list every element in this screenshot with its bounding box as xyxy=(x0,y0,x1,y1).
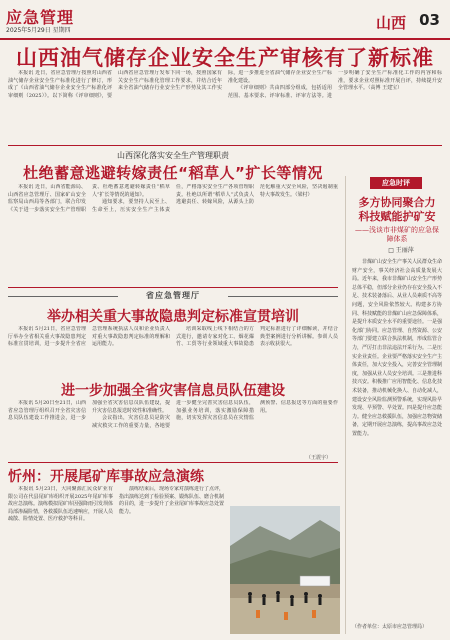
page-header xyxy=(0,0,450,40)
headline-tailings-drill: 忻州：开展尾矿库事故应急演练 xyxy=(8,469,204,485)
article-paragraph: 培训采取线上线下相结合的方式进行，邀请专家对化工、烟花爆竹、工贸等行业领域重大事故隐患判定标准进行了详细解读，并结合典型案例进行分析讲解。参训人员表示收获很大。 xyxy=(176,326,338,348)
headline-scarecrow: 杜绝蓄意逃避转嫁责任“稻草人”扩长等情况 xyxy=(23,164,323,182)
article-scarecrow-body xyxy=(8,184,338,284)
commentary-title: 多方协同聚合力 科技赋能护矿安 xyxy=(358,196,436,223)
article-paragraph: 本报讯 5月23日，大同聚源汇民众矿业有限公司在代县尾矿库组织开展2025年尾矿库事故应急演练。演练模拟尾矿库因强降雨引发坝体局部渗漏险情，各救援队伍迅速响应，开展人员疏散、险情处置、医疗救护等科目。 xyxy=(8,486,114,523)
masthead: 应急管理 xyxy=(6,8,75,27)
page-number: 03 xyxy=(419,11,440,29)
article-paragraph: 《评审细则》共由四部分组成，包括适用范围、基本要求、评审标准、评审方法等。进一步明确了安全生产标准化工作的内容和标准，要求企业对照标准开展自评，持续提升安全管理水平。（高博 王建宝） xyxy=(228,70,442,99)
drill-photo xyxy=(230,506,340,634)
article-paragraph: 本报讯 5月20日至21日，山西省应急管理厅组织召开全省灾害信息员队伍建设工作推进会，进一步加强全省灾害信息员队伍建设，提升灾害信息报送时效性和准确性。 xyxy=(8,400,170,422)
commentary-body: 非煤矿山安全生产事关人民群众生命财产安全，事关经济社会高质量发展大局。近年来，我市非煤矿山安全生产形势总体平稳，但部分企业仍存在安全投入不足、技术装备落后、从业人员素质不高等问题，安全风险依然较大。构建多方协同、科技赋能的非煤矿山应急保障体系，是提升本质安全水平的重要途径。一是强化部门协同。应急管理、自然资源、公安等部门要建立联合执法机制，形成监管合力，严厉打击非法违法开采行为。二是压实企业责任。企业要严格落实安全生产主体责任，加大安全投入，完善安全管理制度，加强从业人员安全培训。三是推进科技兴安。积极推广应用智能化、信息化技术装备，推动机械化换人、自动化减人，建设安全风险监测预警系统，实现风险早发现、早预警、早处置。四是提升应急能力。健全应急救援队伍，加强应急物资储备，定期开展应急演练，提高事故应急处置能力。 xyxy=(352,259,442,437)
commentary-subtitle: ——浅谈市非煤矿的应急保障体系 xyxy=(355,226,439,243)
headline-hazard-training: 举办相关重大事故隐患判定标准宣贯培训 xyxy=(47,309,299,325)
article-oil-gas-body xyxy=(8,70,442,142)
article-paragraph: 演练结束后，现场专家对演练进行了点评，指出演练达到了检验预案、锻炼队伍、磨合机制的目的，进一步提升了企业尾矿库事故应急处置能力。 xyxy=(119,486,224,515)
article-disaster-info-body xyxy=(8,400,338,452)
divider xyxy=(8,462,338,463)
byline: （王震宇） xyxy=(306,455,332,461)
commentary-tag: 应急时评 xyxy=(370,177,422,189)
article-paragraph: 本报讯 近日，山西省能源局、山西省应急管理厅、国家矿山安全监察局山西局等各部门，联合印发《关于进一步落实安全生产管理职责、杜绝蓄意逃避转嫁责任“稻草人”扩长等情况的通知》。 xyxy=(8,184,170,213)
section-name: 山西 xyxy=(375,14,406,32)
commentary-author-unit: （作者单位：太原市应急管理局） xyxy=(352,624,428,630)
article-hazard-training-body xyxy=(8,326,338,374)
drill-photo-illustration xyxy=(230,506,340,634)
article-paragraph: 通知要求，要坚持人民至上、生命至上，压实安全生产主体责任，严格落实安全生产各项管理职责。杜绝以所谓“稻草人”式负责人逃避责任、转嫁风险，从源头上防范化解重大安全风险，坚决遏制重特大事故发生。（梁村） xyxy=(92,184,338,213)
headline-disaster-info: 进一步加强全省灾害信息员队伍建设 xyxy=(61,383,285,399)
department-banner: 省应急管理厅 xyxy=(8,290,338,302)
commentary-author: □ 王丽萍 xyxy=(388,247,414,254)
article-paragraph: 本报讯 5月21日，省应急管理厅举办全省相关重大事故隐患判定标准宣贯培训，进一步提升全省应急管理系统执法人员和企业负责人对重大事故隐患判定标准的理解和运用能力。 xyxy=(8,326,170,348)
article-paragraph: 会议指出，灾害信息员是防灾减灾救灾工作的重要力量，各地要进一步健全完善灾害信息员队伍，加强业务培训，落实激励保障措施，切实发挥灾害信息员在灾情监测预警、信息报送等方面的重要作用。 xyxy=(92,400,338,429)
article-tailings-drill-body xyxy=(8,486,224,632)
issue-date: 2025年5月29日 星期四 xyxy=(6,27,71,34)
commentary-sidebar xyxy=(345,176,444,634)
divider xyxy=(8,145,442,146)
kicker-responsibility: 山西深化落实安全生产管理职责 xyxy=(117,151,229,160)
divider xyxy=(8,287,338,288)
headline-oil-gas-storage: 山西油气储存企业安全生产审核有了新标准 xyxy=(16,46,434,70)
article-paragraph: 本报讯 近日，省应急管理厅按照对山西省油气储存企业安全生产标准化进行了修订，形成了《山西省油气储存企业安全生产标准化评审细则（2025）》。以下简称《评审细则》，要山西省应急管理厅发布下同一场，按照国家有关安全生产标准化管理工作要求，并结合近年来全省油气储存行业安全生产形势及其工作实际，进一步推进全省油气储存企业安全生产标准化建设。 xyxy=(8,70,332,99)
